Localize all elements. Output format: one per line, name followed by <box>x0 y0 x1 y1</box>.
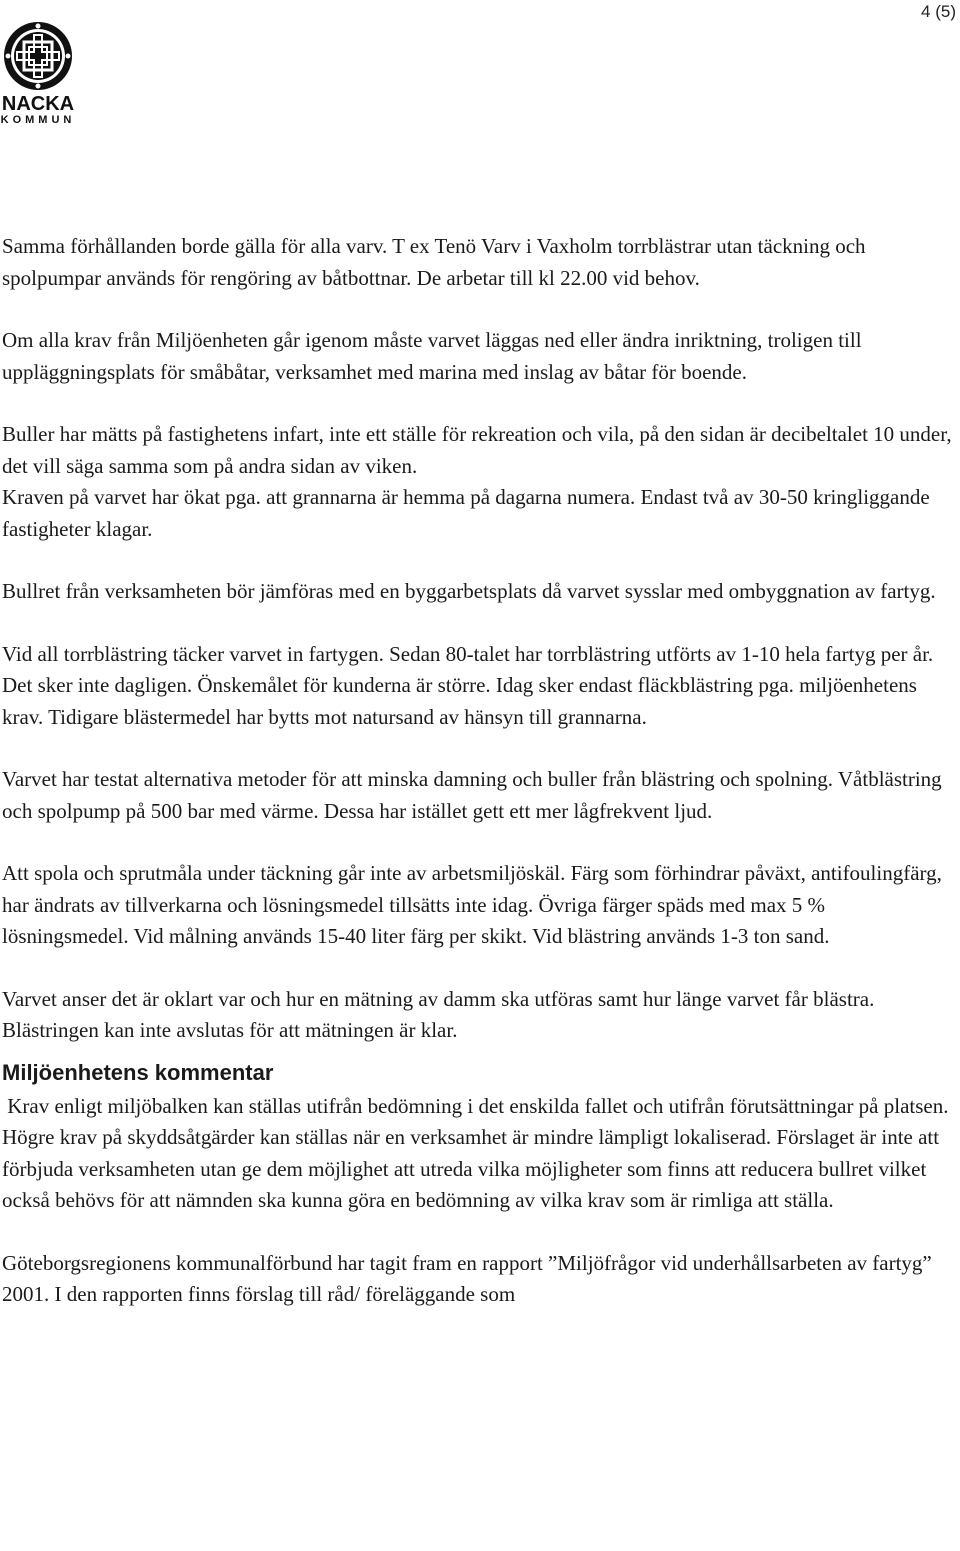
paragraph: Krav enligt miljöbalken kan ställas utifrån bedömning i det enskilda fallet och utifrån förutsättningar på platsen. Högre krav på skyddsåtgärder kan ställas när en verksamhet är mindre lämpligt lokaliserad. Förslaget är inte att förbjuda verksamheten utan ge dem möjlighet att utreda vilka möjligheter som finns att reducera bullret vilket också behövs för att nämnden ska kunna göra en bedömning av vilka krav som är rimliga att ställa. <box>2 1093 954 1212</box>
paragraph: Varvet anser det är oklart var och hur en mätning av damm ska utföras samt hur länge varvet får blästra. Blästringen kan inte avslutas för att mätningen är klar. <box>2 986 875 1042</box>
nacka-kommun-crest-icon <box>0 20 76 94</box>
paragraph: Samma förhållanden borde gälla för alla varv. T ex Tenö Varv i Vaxholm torrblästrar utan täckning och spolpumpar används för rengöring av båtbottnar. De arbetar till kl 22.00 vid behov. <box>2 234 866 290</box>
paragraph: Göteborgsregionens kommunalförbund har tagit fram en rapport ”Miljöfrågor vid underhållsarbeten av fartyg” 2001. I den rapporten finns förslag till råd/ föreläggande som <box>2 1250 932 1306</box>
nacka-kommun-logo <box>0 20 76 126</box>
page-number: 4 (5) <box>921 2 956 21</box>
paragraph: Bullret från verksamheten bör jämföras med en byggarbetsplats då varvet sysslar med ombyggnation av fartyg. <box>2 579 936 603</box>
paragraph: Om alla krav från Miljöenheten går igenom måste varvet läggas ned eller ändra inriktning, troligen till uppläggningsplats för småbåtar, verksamhet med marina med inslag av båtar för boende. <box>2 328 862 384</box>
section-heading: Miljöenhetens kommentar <box>2 1059 274 1085</box>
paragraph: Vid all torrblästring täcker varvet in fartygen. Sedan 80-talet har torrblästring utförts av 1-10 hela fartyg per år. Det sker inte dagligen. Önskemålet för kunderna är större. Idag sker endast fläckblästring pga. miljöenhetens krav. Tidigare blästermedel har bytts mot natursand av hänsyn till grannarna. <box>2 641 934 729</box>
logo-subtitle: KOMMUN <box>0 114 76 126</box>
paragraph: Kraven på varvet har ökat pga. att grannarna är hemma på dagarna numera. Endast två av 30-50 kringliggande fastigheter klagar. <box>2 485 930 541</box>
paragraph: Varvet har testat alternativa metoder för att minska damning och buller från blästring och spolning. Våtblästring och spolpump på 500 bar med värme. Dessa har istället gett ett mer lågfrekvent ljud. <box>2 767 942 823</box>
paragraph: Att spola och sprutmåla under täckning går inte av arbetsmiljöskäl. Färg som förhindrar påväxt, antifoulingfärg, har ändrats av tillverkarna och lösningsmedel tillsätts inte idag. Övriga färger späds med max 5 % lösningsmedel. Vid målning används 15-40 liter färg per skikt. Vid blästring används 1-3 ton sand. <box>2 861 942 948</box>
document-body <box>2 231 952 1342</box>
logo-name: NACKA <box>1 93 75 115</box>
paragraph: Buller har mätts på fastighetens infart, inte ett ställe för rekreation och vila, på den sidan är decibeltalet 10 under, det vill säga samma som på andra sidan av viken. <box>2 422 952 478</box>
